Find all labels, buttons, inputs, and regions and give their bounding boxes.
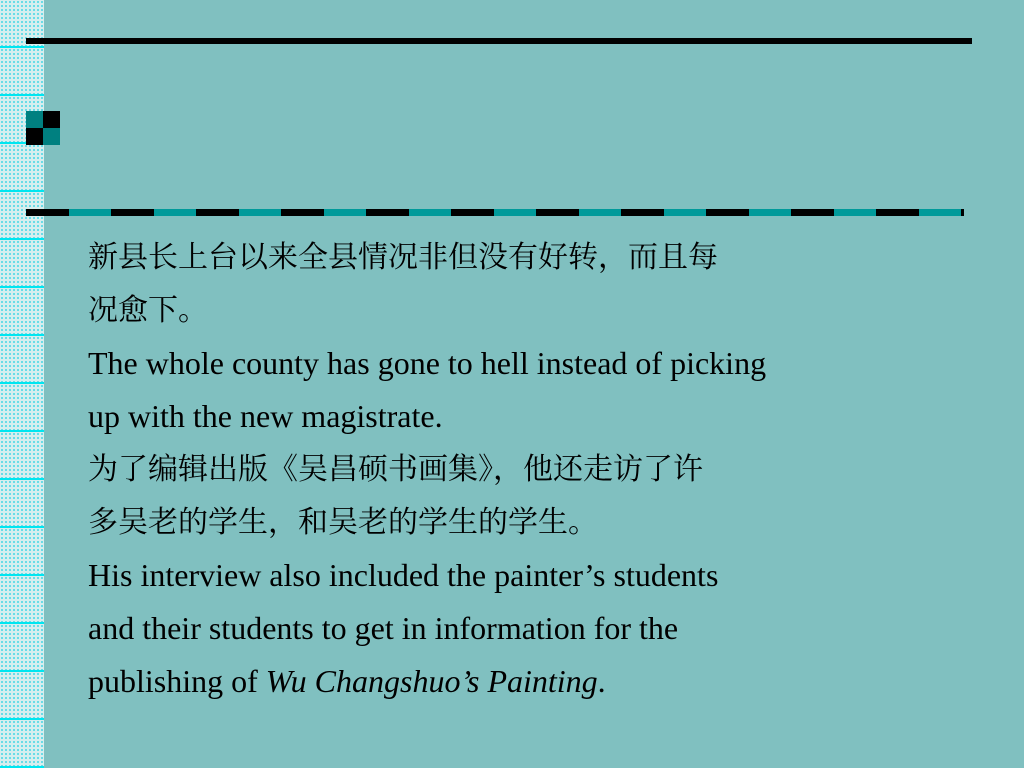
text-line: His interview also included the painter’s students [88,557,719,593]
slide-text [88,231,948,708]
text-line: up with the new magistrate. [88,398,443,434]
text-line: and their students to get in information for the [88,610,679,646]
dashed-rule [26,209,964,216]
text-line: 多吴老的学生，和吴老的学生的学生。 [88,505,598,540]
text-prefix: publishing of [88,663,266,699]
text-line-last [88,655,948,708]
text-line: The whole county has gone to hell instead of picking [88,345,767,381]
checkered-square-icon [26,111,60,145]
book-title: Wu Changshuo’s Painting [265,663,598,699]
text-line: 新县长上台以来全县情况非但没有好转，而且每 [88,240,718,275]
top-rule [26,38,972,44]
text-suffix: . [597,663,606,699]
text-line: 为了编辑出版《吴昌硕书画集》，他还走访了许 [88,452,703,487]
text-line: 况愈下。 [88,293,208,328]
